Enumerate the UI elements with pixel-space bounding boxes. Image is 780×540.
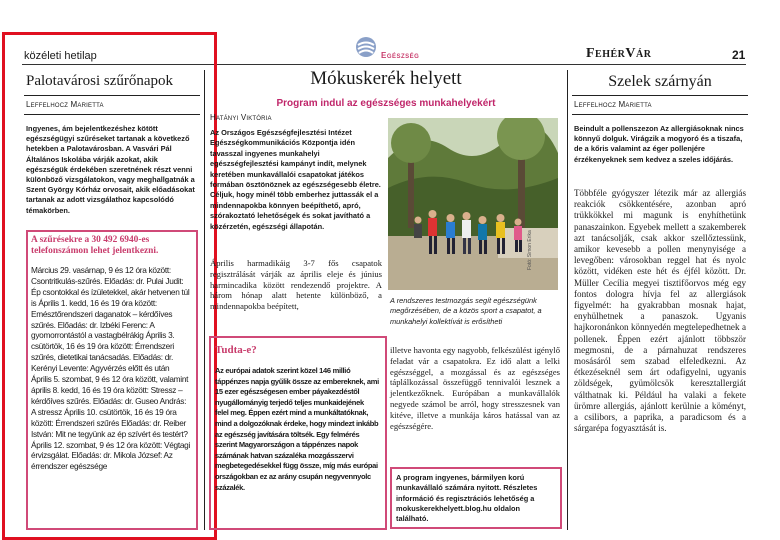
center-article-title: Mókuskerék helyett (310, 68, 462, 89)
masthead: FehérVár (586, 46, 652, 61)
left-box-heading: A szűrésekre a 30 492 6940-es telefonszámon lehet jelentkezni. (31, 235, 159, 256)
highlight-frame (2, 32, 217, 540)
center-article-author: Hatányi Viktória (210, 113, 272, 122)
right-author-rule (572, 114, 748, 115)
center-body-col2: illetve havonta egy nagyobb, felkészülést igénylő feladat vár a csapatokra. Ez idő alatt a lelki egészséggel, a mozgással és az egészséges táplálkozással összefüggő tennivalói lesznek a jelentkezőknek. Európában a munkavállalók negyede számol be arról, hogy stresszesnek van kitéve, illetve a munkája káros hatással van az egészségére. (390, 345, 560, 431)
section-label: Egészség (381, 51, 420, 60)
header-left-label: közéleti hetilap (24, 50, 97, 62)
right-article-lede: Beindult a pollenszezon Az allergiásoknak nincs könnyű dolguk. Virágzik a mogyoró és a tiszafa, de a kőris valamint az éger pollenjére érzékenyeknek sem kedvez a szeles időjárás. (574, 124, 744, 164)
right-title-rule (572, 95, 748, 96)
page-number: 21 (732, 48, 746, 62)
center-body-col1: Április harmadikáig 3-7 fős csapatok regisztrálását várják az április eleje és június harmincadika között rendezendő projektre. A három hónap alatt hetente különböző, a mindennapokba beépített, (210, 258, 382, 312)
column-rule-right (567, 70, 568, 530)
photo-credit: Fotó: Simon Erika (527, 230, 533, 270)
section-logo-icon (355, 36, 377, 58)
tudta-heading: Tudta-e? (215, 344, 257, 356)
left-article-lede: Ingyenes, ám bejelentkezéshez kötött egészségügyi szűréseket tartanak a következő hetekben a Palotavárosban. A Vasvári Pál Általános Iskolába várják azokat, akik egészségük érdekében szeretnének részt venni különböző vizsgálatokon, vagy meghallgatnák a Szent György Kórház orvosait, akik előadásokat tartanak az adott vizsgálathoz kapcsolódó témakörben. (26, 124, 195, 215)
left-article-title: Palotavárosi szűrőnapok (26, 73, 174, 89)
center-article-subtitle: Program indul az egészséges munkahelyekért (276, 98, 496, 109)
right-article-author: Leffelhocz Marietta (574, 100, 652, 109)
center-article-lede: Az Országos Egészségfejlesztési Intézet Egészségkommunikációs Központja idén tavasszal ingyenes munkahelyi egészségfejlesztési kampányt indít, melynek keretében munkavállalói csapatokat játékos formában ösztönöznek az egészségesebb életre. Céljuk, hogy minél több emberhez juttassák el a mindennapokba könnyen beépíthető, apró, szórakoztató lehetőségek és sokat javítható a közérzetén, egészségi állapotán. (210, 128, 381, 231)
left-article-author: Leffelhocz Marietta (26, 100, 104, 109)
tudta-text: Az európai adatok szerint közel 146 millió táppénzes napja gyűlik össze az embereknek, ami 15 ezer egészségesen ember páyakezdéstől nyugállományig terjedő teljes munkaidejének felel meg. Éppen ezért mind a munkáltatóknak, mind a dolgozóknak érdeke, hogy mindezt inkább az egészség javítására töltsék. Egy felmérés szerint Magyarországon a táppénzes napok számának hatvan százaléka mozgásszervi megbetegedésekkel függ össze, míg más európai országokban ez az arány csupán negyvennyolc százalék. (215, 366, 379, 492)
right-article-title: Szelek szárnyán (608, 73, 712, 90)
left-schedule-text: Március 29. vasárnap, 9 és 12 óra között: Csontritkulás-szűrés. Előadás: dr. Pulai Judit: Ép csontokkal és ízületekkel, akár hetvenen túl is Április 1. kedd, 16 és 19 óra között: Emésztőrendszeri daganatok – kérdőíves szűrés. Előadás: dr. Izbéki Ferenc: A gyomorrontástól a vastagbélrákig Április 3. csütörtök, 16 és 19 óra között: Érrendszeri szűrés, dietetikai tanácsadás. Előadás: dr. Kerényi Levente: Agyvérzés előtt és után Április 5. szombat, 9 és 12 óra között, valamint április 8. kedd, 16 és 19 óra között: Stressz – kérdőíves szűrés. Előadás: dr. Guseo András: A stressz Április 10. csütörtök, 16 és 19 óra között: Érrendszeri szűrés Előadás: dr. Reiber István: Mit ne tegyünk az ép szívért és testért? Április 12. szombat, 9 és 12 óra között: Végtagi érvizsgálat. Előadás: dr. Mikola József: Az érrendszer egészsége (31, 265, 191, 472)
photo-caption: A rendszeres testmozgás segít egészségünk megőrzésében, de a közös sport a csapatot, a munkahelyi kollektívát is erősítheti (390, 296, 542, 326)
right-article-body: Többféle gyógyszer létezik már az allergiás reakciók csökkentésére, azonban apró trükkökkel mi magunk is enyhíthetünk panaszainkon. Egyebek mellett a szakemberek azt tanácsolják, csak akkor szellőztessünk, amikor kevesebb a pollen menynyisége a levegőben: városokban reggel hat és nyolc között, vidéken este hét és éjfél között. Dr. Müller Cecília megyei tisztifőorvos még egy fontos dologra hívja fel az allergiások figyelmét: ha gyakrabban mosnak hajat, enyhülhetnek a panaszok. Ugyanis hajkoronánkon könnyedén megtelepedhetnek a pollenek. Éppen ezért ajánlott többször megmosni, de a párnahuzat rendszeres mosásáról sem szabad elfeledkezni. Az étkezéseknél sem árt odafigyelni, ugyanis zöldségek, gyümölcsök keresztallergiát válthatnak ki. Például ha valaki a fekete ürömre allergiás, ajánlott kerülnie a köményt, a csilibors, a paprika, a paradicsom és a sárgarépa fogyasztását is. (574, 188, 746, 434)
program-box-text: A program ingyenes, bármilyen korú munkavállaló számára nyitott. Részletes információ és regisztrációs lehetőség a mokuskerekhelyett.blog.hu oldalon található. (396, 473, 538, 524)
